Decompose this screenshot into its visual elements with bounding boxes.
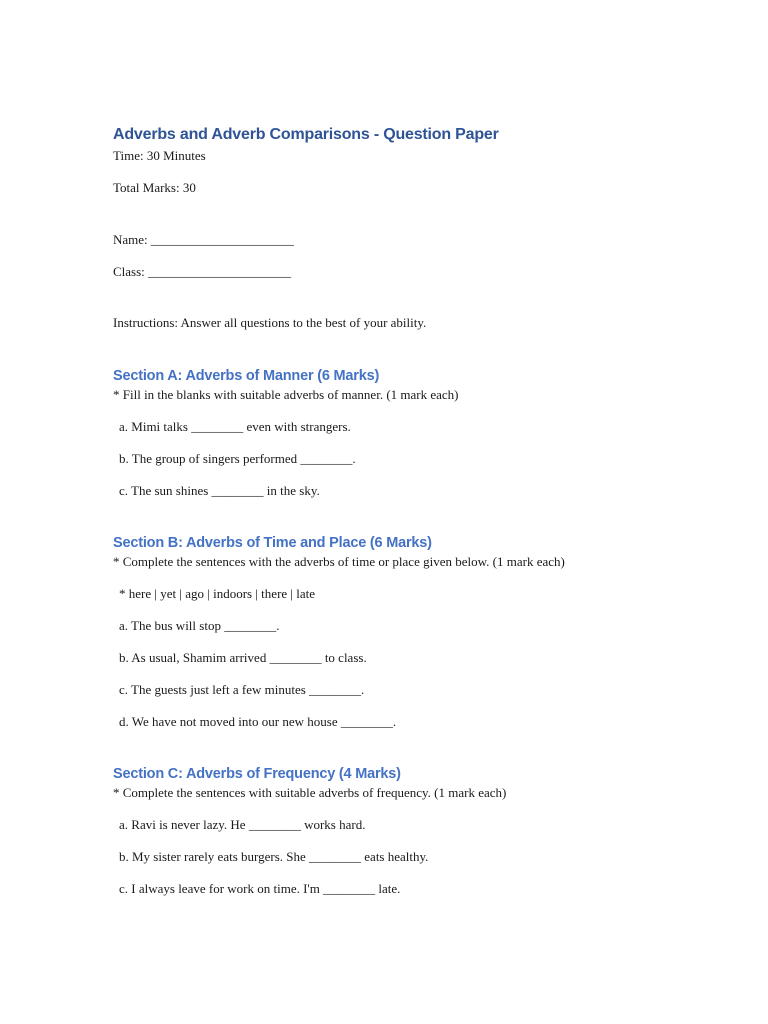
- instructions: Instructions: Answer all questions to the best of your ability.: [113, 315, 427, 330]
- question-item: b. The group of singers performed ________.: [119, 451, 356, 466]
- time-allowed: Time: 30 Minutes: [113, 148, 206, 163]
- section-b-heading: Section B: Adverbs of Time and Place (6 Marks): [113, 535, 432, 551]
- question-item: b. My sister rarely eats burgers. She ________ eats healthy.: [119, 849, 429, 864]
- section-b-directive: * Complete the sentences with the adverbs of time or place given below. (1 mark each): [113, 554, 565, 569]
- question-item: c. The sun shines ________ in the sky.: [119, 483, 320, 498]
- class-line: Class: ______________________: [113, 264, 292, 279]
- document-title: Adverbs and Adverb Comparisons - Question Paper: [113, 126, 499, 143]
- name-line: Name: ______________________: [113, 232, 294, 247]
- total-marks: Total Marks: 30: [113, 180, 196, 195]
- question-paper: [113, 124, 733, 898]
- question-item: a. Ravi is never lazy. He ________ works hard.: [119, 817, 366, 832]
- question-item: c. The guests just left a few minutes ________.: [119, 682, 365, 697]
- question-item: c. I always leave for work on time. I'm ________ late.: [119, 881, 401, 896]
- section-c-heading: Section C: Adverbs of Frequency (4 Marks): [113, 766, 401, 782]
- word-bank: * here | yet | ago | indoors | there | late: [119, 586, 316, 601]
- section-b: [113, 533, 733, 731]
- question-item: a. The bus will stop ________.: [119, 618, 280, 633]
- section-a-directive: * Fill in the blanks with suitable adverbs of manner. (1 mark each): [113, 387, 459, 402]
- question-item: a. Mimi talks ________ even with strangers.: [119, 419, 351, 434]
- question-item: b. As usual, Shamim arrived ________ to class.: [119, 650, 367, 665]
- section-a-heading: Section A: Adverbs of Manner (6 Marks): [113, 368, 380, 384]
- question-item: d. We have not moved into our new house ________.: [119, 714, 397, 729]
- section-a: [113, 366, 733, 500]
- section-c-directive: * Complete the sentences with suitable adverbs of frequency. (1 mark each): [113, 785, 507, 800]
- section-c: [113, 764, 733, 898]
